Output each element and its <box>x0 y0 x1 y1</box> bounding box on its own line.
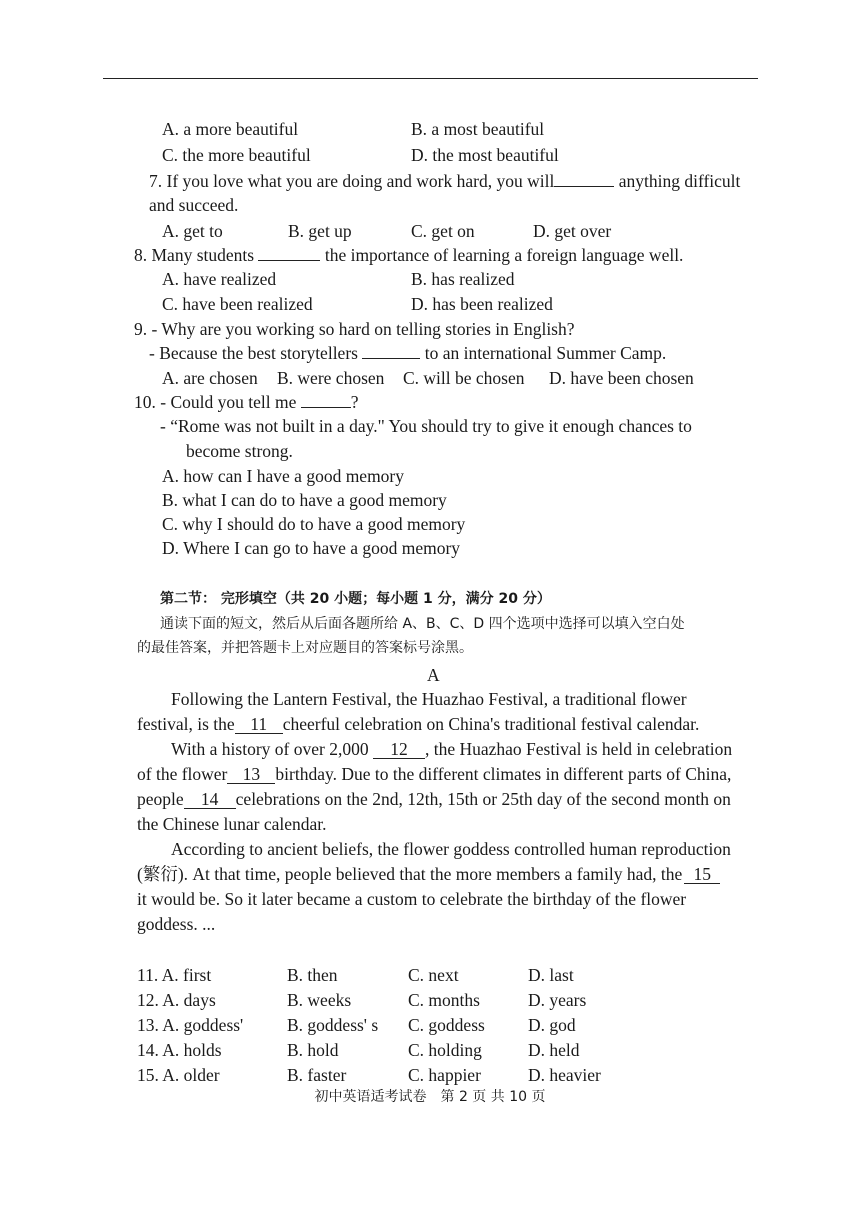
passage-p1-line2 <box>137 713 699 735</box>
q10-blank <box>301 392 351 408</box>
passage-text: birthday. Due to the different climates in different parts of China, <box>275 764 732 784</box>
q7-stem <box>149 170 740 192</box>
option-13-c: C. goddess <box>408 1015 485 1035</box>
option-13-d: D. god <box>528 1015 576 1035</box>
q7-option-b: B. get up <box>288 221 352 241</box>
q8-stem <box>134 244 683 266</box>
q7-stem-cont: and succeed. <box>149 195 239 215</box>
passage-p2-line4: the Chinese lunar calendar. <box>137 814 327 834</box>
option-14-b: B. hold <box>287 1040 339 1060</box>
blank-11: 11 <box>235 715 283 734</box>
q6-option-a: A. a more beautiful <box>162 119 299 139</box>
passage-text: cheerful celebration on China's traditional festival calendar. <box>282 714 700 734</box>
option-12-a: 12. A. days <box>137 990 216 1010</box>
q10-option-b: B. what I can do to have a good memory <box>162 490 447 510</box>
passage-p1-line1: Following the Lantern Festival, the Huazhao Festival, a traditional flower <box>171 689 687 709</box>
passage-text: (繁衍). At that time, people believed that the more members a family had, the <box>137 864 683 884</box>
option-11-c: C. next <box>408 965 459 985</box>
q7-stem-text-2: anything difficult <box>618 171 741 191</box>
option-15-c: C. happier <box>408 1065 481 1085</box>
q9-option-c: C. will be chosen <box>403 368 525 388</box>
q9-line2 <box>149 342 666 364</box>
blank-13: 13 <box>227 765 275 784</box>
q7-blank <box>554 171 614 187</box>
option-13-b: B. goddess' s <box>287 1015 379 1035</box>
section2-instructions-2: 的最佳答案，并把答题卡上对应题目的答案标号涂黑。 <box>137 640 473 656</box>
blank-14: 14 <box>184 790 236 809</box>
passage-label: A <box>427 665 440 685</box>
passage-p3-line3: it would be. So it later became a custom to celebrate the birthday of the flower <box>137 889 687 909</box>
q10-option-d: D. Where I can go to have a good memory <box>162 538 461 558</box>
option-11-a: 11. A. first <box>137 965 212 985</box>
passage-text: , the Huazhao Festival is held in celebration <box>424 739 733 759</box>
q9-option-a: A. are chosen <box>162 368 258 388</box>
blank-15: 15 <box>684 865 720 884</box>
option-15-b: B. faster <box>287 1065 347 1085</box>
page-footer: 初中英语适考试卷 第 2 页 共 10 页 <box>314 1089 546 1105</box>
q8-option-d: D. has been realized <box>411 294 553 314</box>
section2-heading: 第二节： 完形填空（共 20 小题；每小题 1 分，满分 20 分） <box>160 591 551 607</box>
q8-option-c: C. have been realized <box>162 294 313 314</box>
q9-option-b: B. were chosen <box>277 368 385 388</box>
blank-12: 12 <box>373 740 425 759</box>
q7-option-d: D. get over <box>533 221 612 241</box>
passage-text: of the flower <box>137 764 228 784</box>
q6-option-b: B. a most beautiful <box>411 119 545 139</box>
passage-p2-line1 <box>171 738 732 760</box>
q10-line1 <box>134 391 359 413</box>
passage-p2-line2 <box>137 763 731 785</box>
passage-p3-line4: goddess. ... <box>137 914 216 934</box>
q10-line1-end: ? <box>350 392 359 412</box>
passage-text: festival, is the <box>137 714 235 734</box>
option-12-d: D. years <box>528 990 587 1010</box>
section2-instructions-1: 通读下面的短文，然后从后面各题所给 A、B、C、D 四个选项中选择可以填入空白处 <box>160 616 685 632</box>
option-14-c: C. holding <box>408 1040 482 1060</box>
passage-p3-line2 <box>137 863 720 885</box>
q9-line1: 9. - Why are you working so hard on telling stories in English? <box>134 319 575 339</box>
passage-p3-line1: According to ancient beliefs, the flower goddess controlled human reproduction <box>171 839 731 859</box>
q7-option-c: C. get on <box>411 221 475 241</box>
q6-option-c: C. the more beautiful <box>162 145 311 165</box>
q8-option-a: A. have realized <box>162 269 277 289</box>
q8-stem-text-2: the importance of learning a foreign language well. <box>324 245 684 265</box>
q7-stem-text: 7. If you love what you are doing and work hard, you will <box>149 171 555 191</box>
q10-line3: become strong. <box>186 441 293 461</box>
option-12-c: C. months <box>408 990 480 1010</box>
passage-p2-line3 <box>137 788 731 810</box>
q10-line1-text: 10. - Could you tell me <box>134 392 297 412</box>
q9-line2-text: - Because the best storytellers <box>149 343 358 363</box>
q10-line2: - “Rome was not built in a day." You should try to give it enough chances to <box>160 416 692 436</box>
q6-option-d: D. the most beautiful <box>411 145 559 165</box>
option-13-a: 13. A. goddess' <box>137 1015 244 1035</box>
q8-option-b: B. has realized <box>411 269 515 289</box>
q8-blank <box>258 245 320 261</box>
passage-text: people <box>137 789 184 809</box>
q9-line2-text-2: to an international Summer Camp. <box>424 343 667 363</box>
option-14-d: D. held <box>528 1040 580 1060</box>
passage-text: celebrations on the 2nd, 12th, 15th or 25th day of the second month on <box>235 789 731 809</box>
option-15-d: D. heavier <box>528 1065 601 1085</box>
header-rule <box>103 78 758 79</box>
q9-blank <box>362 343 420 359</box>
q8-stem-text: 8. Many students <box>134 245 255 265</box>
option-12-b: B. weeks <box>287 990 352 1010</box>
q10-option-c: C. why I should do to have a good memory <box>162 514 466 534</box>
passage-text: With a history of over 2,000 <box>171 739 369 759</box>
option-11-d: D. last <box>528 965 574 985</box>
option-14-a: 14. A. holds <box>137 1040 222 1060</box>
option-11-b: B. then <box>287 965 338 985</box>
q10-option-a: A. how can I have a good memory <box>162 466 405 486</box>
option-15-a: 15. A. older <box>137 1065 220 1085</box>
q9-option-d: D. have been chosen <box>549 368 694 388</box>
q7-option-a: A. get to <box>162 221 223 241</box>
